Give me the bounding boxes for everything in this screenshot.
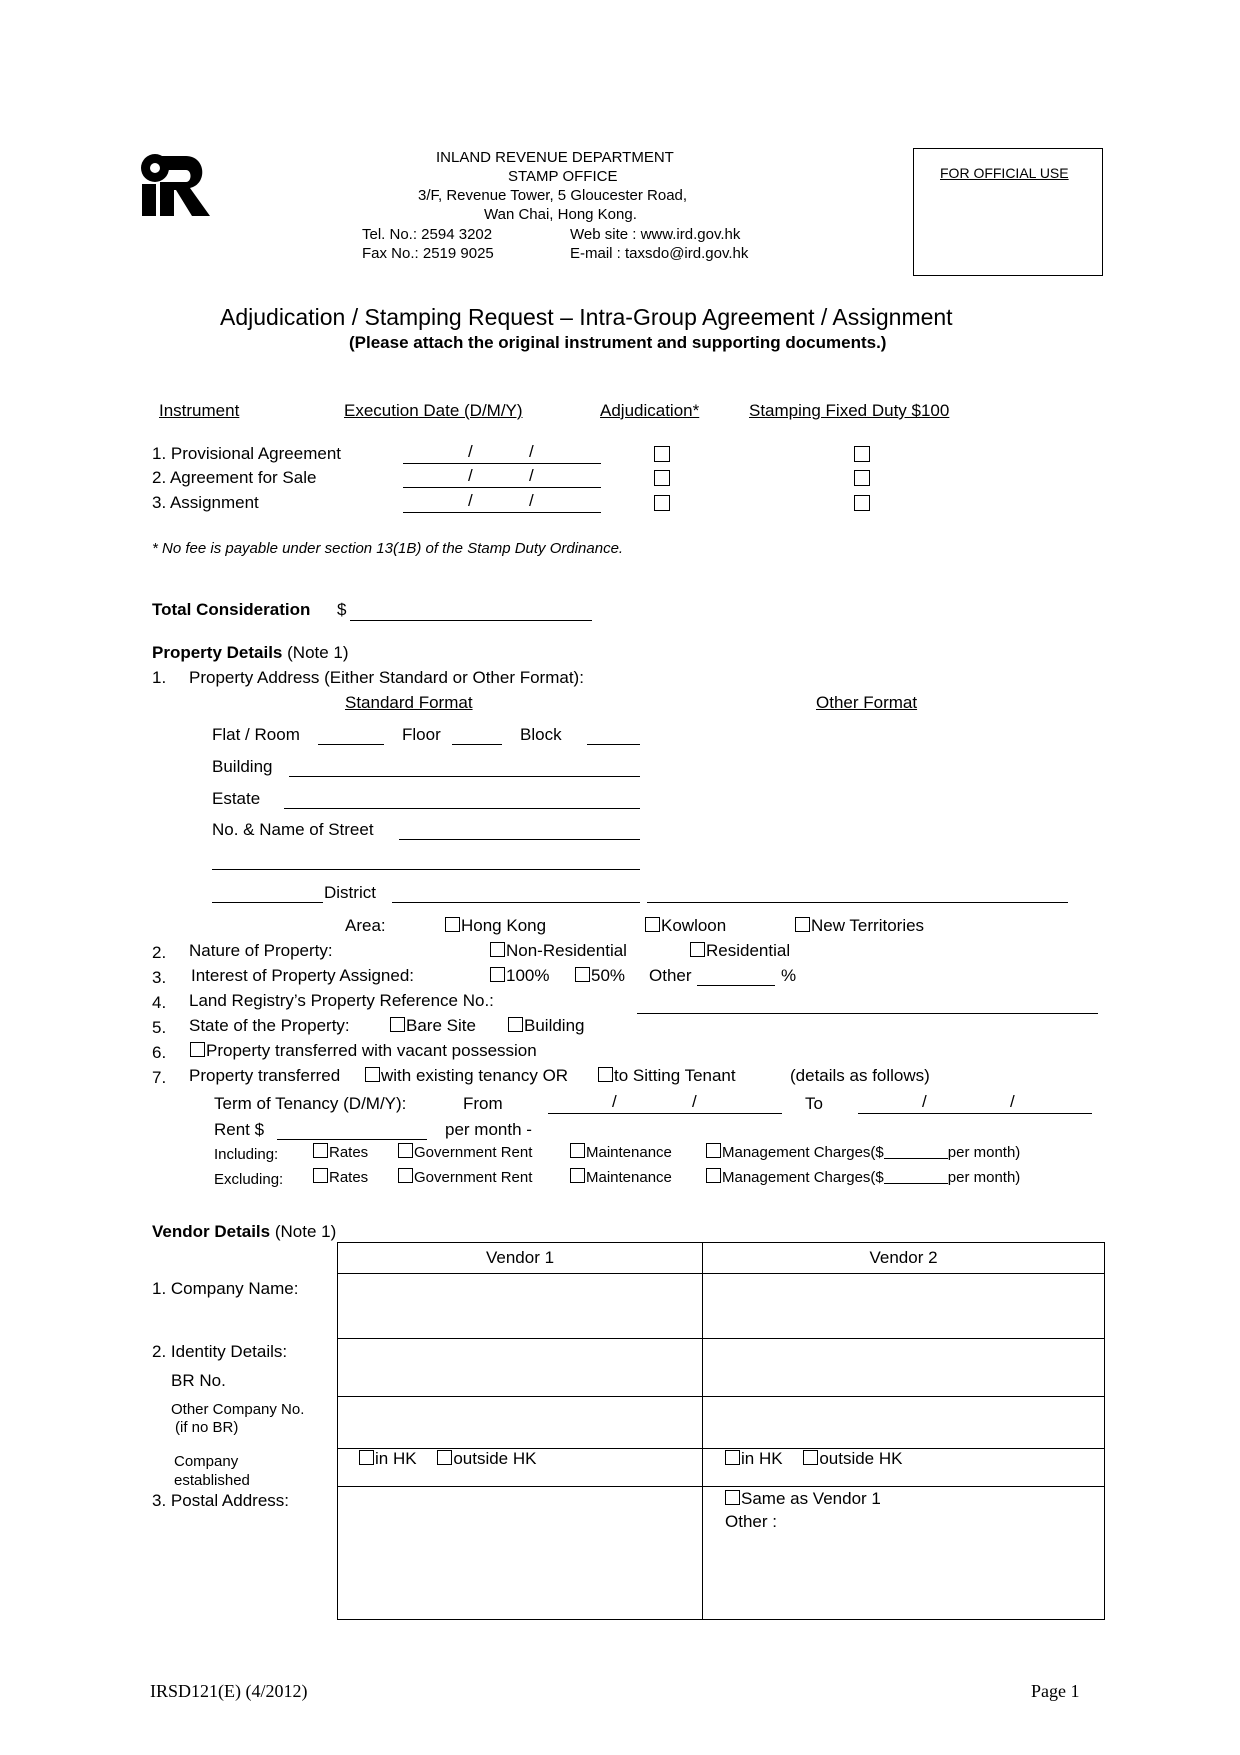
br-label: BR No.	[171, 1371, 226, 1390]
option-label: 100%	[506, 966, 550, 985]
header-execution-date: Execution Date (D/M/Y)	[344, 401, 523, 420]
date-sep: /	[468, 466, 473, 485]
checkbox[interactable]	[725, 1450, 740, 1465]
standard-format-label: Standard Format	[345, 693, 473, 712]
vendor-1-outside-hk[interactable]	[437, 1449, 536, 1468]
established-label: established	[174, 1472, 250, 1489]
item-number: 2.	[152, 943, 167, 962]
checkbox[interactable]	[390, 1017, 405, 1032]
adjudication-checkbox-2[interactable]	[654, 470, 670, 486]
option-label: 50%	[591, 966, 626, 985]
email: E-mail : taxsdo@ird.gov.hk	[570, 245, 749, 262]
nature-option-residential[interactable]	[690, 941, 790, 961]
state-label: State of the Property:	[189, 1016, 350, 1035]
company-label: Company	[174, 1453, 239, 1470]
total-consideration-label: Total Consideration	[152, 600, 311, 619]
block-label: Block	[520, 725, 562, 744]
block-field[interactable]	[587, 727, 640, 745]
item-number: 4.	[152, 993, 167, 1012]
sitting-tenant-option[interactable]	[598, 1066, 736, 1086]
property-heading-text: Property Details	[152, 643, 283, 662]
option-label: to Sitting Tenant	[614, 1066, 736, 1085]
state-option-building[interactable]	[508, 1016, 585, 1036]
vendor-table	[337, 1242, 1105, 1620]
option-label: Management Charges($	[722, 1169, 884, 1186]
checkbox[interactable]	[508, 1017, 523, 1032]
execution-date-field-2[interactable]	[403, 470, 601, 488]
checkbox[interactable]	[690, 942, 705, 957]
vendor-heading-text: Vendor Details	[152, 1222, 271, 1241]
checkbox[interactable]	[795, 917, 810, 932]
adjudication-checkbox-3[interactable]	[654, 495, 670, 511]
option-label: Property transferred with vacant possession	[206, 1041, 537, 1060]
area-option-hong-kong[interactable]	[445, 916, 546, 936]
date-sep: /	[922, 1092, 927, 1111]
option-label: Rates	[329, 1169, 369, 1186]
interest-label: Interest of Property Assigned:	[191, 966, 415, 985]
other-format-label: Other Format	[816, 693, 918, 712]
option-label: Government Rent	[414, 1169, 533, 1186]
checkbox[interactable]	[490, 967, 505, 982]
estate-label: Estate	[212, 789, 261, 808]
currency-sign: $	[337, 600, 347, 619]
area-option-kowloon[interactable]	[645, 916, 726, 936]
vendor-2-outside-hk[interactable]	[803, 1449, 902, 1468]
vendor-1-established-cell	[338, 1449, 703, 1487]
nature-option-non-residential[interactable]	[490, 941, 627, 961]
dept-name: INLAND REVENUE DEPARTMENT	[436, 149, 674, 166]
street-label: No. & Name of Street	[212, 820, 374, 839]
details-as-follows: (details as follows)	[790, 1066, 930, 1085]
land-registry-label: Land Registry’s Property Reference No.:	[189, 991, 494, 1010]
percent-sign: %	[781, 966, 797, 985]
flat-label: Flat / Room	[212, 725, 300, 744]
incl-management-field[interactable]	[884, 1144, 948, 1159]
instrument-row-1: 1. Provisional Agreement	[152, 444, 341, 463]
official-use-label: FOR OFFICIAL USE	[940, 165, 1069, 181]
checkbox[interactable]	[445, 917, 460, 932]
stamping-checkbox-2[interactable]	[854, 470, 870, 486]
form-subtitle: (Please attach the original instrument and supporting documents.)	[349, 333, 887, 352]
item-number: 7.	[152, 1068, 167, 1087]
form-title: Adjudication / Stamping Request – Intra-Group Agreement / Assignment	[220, 304, 953, 330]
vendor-note: (Note 1)	[274, 1222, 337, 1241]
vendor-1-other-company-field[interactable]	[338, 1397, 703, 1449]
option-label: Hong Kong	[461, 916, 547, 935]
option-label: with existing tenancy OR	[381, 1066, 569, 1085]
item-number: 3.	[152, 968, 167, 987]
other-company-label: Other Company No.	[171, 1401, 305, 1418]
per-month-close: per month)	[947, 1144, 1021, 1161]
vendor-1-postal-field[interactable]	[338, 1487, 703, 1620]
vendor-2-postal-cell	[703, 1487, 1105, 1620]
option-label: Same as Vendor 1	[741, 1489, 881, 1508]
checkbox[interactable]	[706, 1168, 721, 1183]
property-heading	[152, 643, 349, 663]
option-label: Maintenance	[586, 1144, 672, 1161]
other-label[interactable]: Other :	[725, 1512, 777, 1531]
execution-date-field-1[interactable]	[403, 446, 601, 464]
fax-number: Fax No.: 2519 9025	[362, 245, 494, 262]
checkbox[interactable]	[706, 1143, 721, 1158]
option-label: Kowloon	[661, 916, 727, 935]
per-month-label: per month -	[445, 1120, 532, 1139]
excl-government-rent[interactable]	[398, 1168, 532, 1186]
incl-government-rent[interactable]	[398, 1143, 532, 1161]
stamping-checkbox-3[interactable]	[854, 495, 870, 511]
excl-rates[interactable]	[313, 1168, 368, 1186]
option-label: outside HK	[453, 1449, 537, 1468]
street-field[interactable]	[399, 822, 640, 840]
address-line2: Wan Chai, Hong Kong.	[484, 206, 637, 223]
date-sep: /	[1010, 1092, 1015, 1111]
stamping-checkbox-1[interactable]	[854, 446, 870, 462]
excl-management[interactable]	[706, 1168, 1020, 1186]
total-consideration-field[interactable]	[350, 603, 592, 621]
option-label: Residential	[706, 941, 791, 960]
website: Web site : www.ird.gov.hk	[570, 226, 741, 243]
interest-other-label: Other	[649, 966, 692, 985]
ird-logo	[140, 150, 212, 216]
nature-label: Nature of Property:	[189, 941, 333, 960]
interest-other-field[interactable]	[697, 968, 775, 986]
street-field-2[interactable]	[212, 852, 640, 870]
vendor-2-br-field[interactable]	[703, 1339, 1105, 1397]
form-number: IRSD121(E) (4/2012)	[150, 1681, 308, 1701]
term-to-field[interactable]	[858, 1096, 1092, 1114]
existing-tenancy-option[interactable]	[365, 1066, 568, 1086]
execution-date-field-3[interactable]	[403, 495, 601, 513]
option-label: Building	[524, 1016, 585, 1035]
checkbox[interactable]	[725, 1490, 740, 1505]
rent-label: Rent $	[214, 1120, 265, 1139]
vendor-1-header: Vendor 1	[338, 1243, 703, 1274]
other-format-field[interactable]	[647, 885, 1068, 903]
incl-management[interactable]	[706, 1143, 1020, 1161]
checkbox[interactable]	[803, 1450, 818, 1465]
tel-number: Tel. No.: 2594 3202	[362, 226, 493, 243]
checkbox[interactable]	[575, 967, 590, 982]
checkbox[interactable]	[359, 1450, 374, 1465]
excl-maintenance[interactable]	[570, 1168, 672, 1186]
vendor-1-in-hk[interactable]	[359, 1449, 417, 1468]
checkbox[interactable]	[598, 1067, 613, 1082]
checkbox[interactable]	[570, 1143, 585, 1158]
identity-label: 2. Identity Details:	[152, 1342, 288, 1361]
item-number: 1.	[152, 668, 167, 687]
postal-label: 3. Postal Address:	[152, 1491, 290, 1510]
vendor-1-br-field[interactable]	[338, 1339, 703, 1397]
interest-option-50[interactable]	[575, 966, 625, 986]
checkbox[interactable]	[398, 1168, 413, 1183]
header-instrument: Instrument	[159, 401, 240, 420]
address-line1: 3/F, Revenue Tower, 5 Gloucester Road,	[418, 187, 688, 204]
property-address-label: Property Address (Either Standard or Other Format):	[189, 668, 584, 687]
checkbox[interactable]	[190, 1042, 205, 1057]
estate-field[interactable]	[284, 791, 640, 809]
date-sep: /	[612, 1092, 617, 1111]
building-field[interactable]	[289, 759, 640, 777]
item-number: 6.	[152, 1043, 167, 1062]
date-sep: /	[692, 1092, 697, 1111]
floor-field[interactable]	[452, 727, 502, 745]
page-number: Page 1	[1031, 1681, 1080, 1701]
date-sep: /	[468, 442, 473, 461]
date-sep: /	[529, 491, 534, 510]
incl-rates[interactable]	[313, 1143, 368, 1161]
term-label: Term of Tenancy (D/M/Y):	[214, 1094, 407, 1113]
vendor-1-company-name-field[interactable]	[338, 1274, 703, 1339]
including-label: Including:	[214, 1146, 279, 1163]
per-month-close: per month)	[947, 1169, 1021, 1186]
district-prefix-field[interactable]	[212, 885, 323, 903]
office-name: STAMP OFFICE	[508, 168, 618, 185]
adjudication-checkbox-1[interactable]	[654, 446, 670, 462]
date-sep: /	[529, 442, 534, 461]
excluding-label: Excluding:	[214, 1171, 284, 1188]
district-label: District	[324, 883, 376, 902]
option-label: outside HK	[819, 1449, 903, 1468]
building-label: Building	[212, 757, 273, 776]
excl-management-field[interactable]	[884, 1169, 948, 1184]
option-label: New Territories	[811, 916, 925, 935]
rent-field[interactable]	[277, 1122, 427, 1140]
flat-field[interactable]	[318, 727, 384, 745]
vendor-2-other-company-field[interactable]	[703, 1397, 1105, 1449]
option-label: in HK	[741, 1449, 783, 1468]
checkbox[interactable]	[313, 1168, 328, 1183]
property-note: (Note 1)	[287, 643, 349, 662]
option-label: in HK	[375, 1449, 417, 1468]
same-as-vendor-1-option[interactable]	[725, 1489, 1082, 1509]
checkbox[interactable]	[570, 1168, 585, 1183]
vendor-2-header: Vendor 2	[703, 1243, 1105, 1274]
floor-label: Floor	[402, 725, 441, 744]
transferred-label: Property transferred	[189, 1066, 341, 1085]
land-registry-field[interactable]	[637, 996, 1098, 1014]
checkbox[interactable]	[365, 1067, 380, 1082]
interest-option-100[interactable]	[490, 966, 549, 986]
vendor-heading	[152, 1222, 336, 1242]
header-stamping: Stamping Fixed Duty $100	[749, 401, 950, 420]
if-no-br-label: (if no BR)	[175, 1419, 239, 1436]
district-field[interactable]	[392, 885, 640, 903]
vendor-2-established-cell	[703, 1449, 1105, 1487]
area-option-new-territories[interactable]	[795, 916, 924, 936]
state-option-bare-site[interactable]	[390, 1016, 476, 1036]
date-sep: /	[529, 466, 534, 485]
checkbox[interactable]	[313, 1143, 328, 1158]
option-label: Rates	[329, 1144, 369, 1161]
from-label: From	[463, 1094, 503, 1113]
area-label: Area:	[345, 916, 386, 935]
option-label: Management Charges($	[722, 1144, 884, 1161]
vendor-2-company-name-field[interactable]	[703, 1274, 1105, 1339]
checkbox[interactable]	[437, 1450, 452, 1465]
term-from-field[interactable]	[548, 1096, 782, 1114]
checkbox[interactable]	[645, 917, 660, 932]
company-name-label: 1. Company Name:	[152, 1279, 299, 1298]
option-label: Non-Residential	[506, 941, 627, 960]
item-number: 5.	[152, 1018, 167, 1037]
vendor-2-in-hk[interactable]	[725, 1449, 783, 1468]
date-sep: /	[468, 491, 473, 510]
checkbox[interactable]	[398, 1143, 413, 1158]
option-label: Government Rent	[414, 1144, 533, 1161]
footnote: * No fee is payable under section 13(1B) of the Stamp Duty Ordinance.	[152, 540, 624, 557]
official-use-box	[913, 148, 1103, 276]
instrument-row-3: 3. Assignment	[152, 493, 259, 512]
header-adjudication: Adjudication*	[600, 401, 700, 420]
to-label: To	[805, 1094, 823, 1113]
checkbox[interactable]	[490, 942, 505, 957]
vacant-possession-option[interactable]	[190, 1041, 537, 1061]
option-label: Bare Site	[406, 1016, 476, 1035]
instrument-row-2: 2. Agreement for Sale	[152, 468, 317, 487]
incl-maintenance[interactable]	[570, 1143, 672, 1161]
option-label: Maintenance	[586, 1169, 672, 1186]
